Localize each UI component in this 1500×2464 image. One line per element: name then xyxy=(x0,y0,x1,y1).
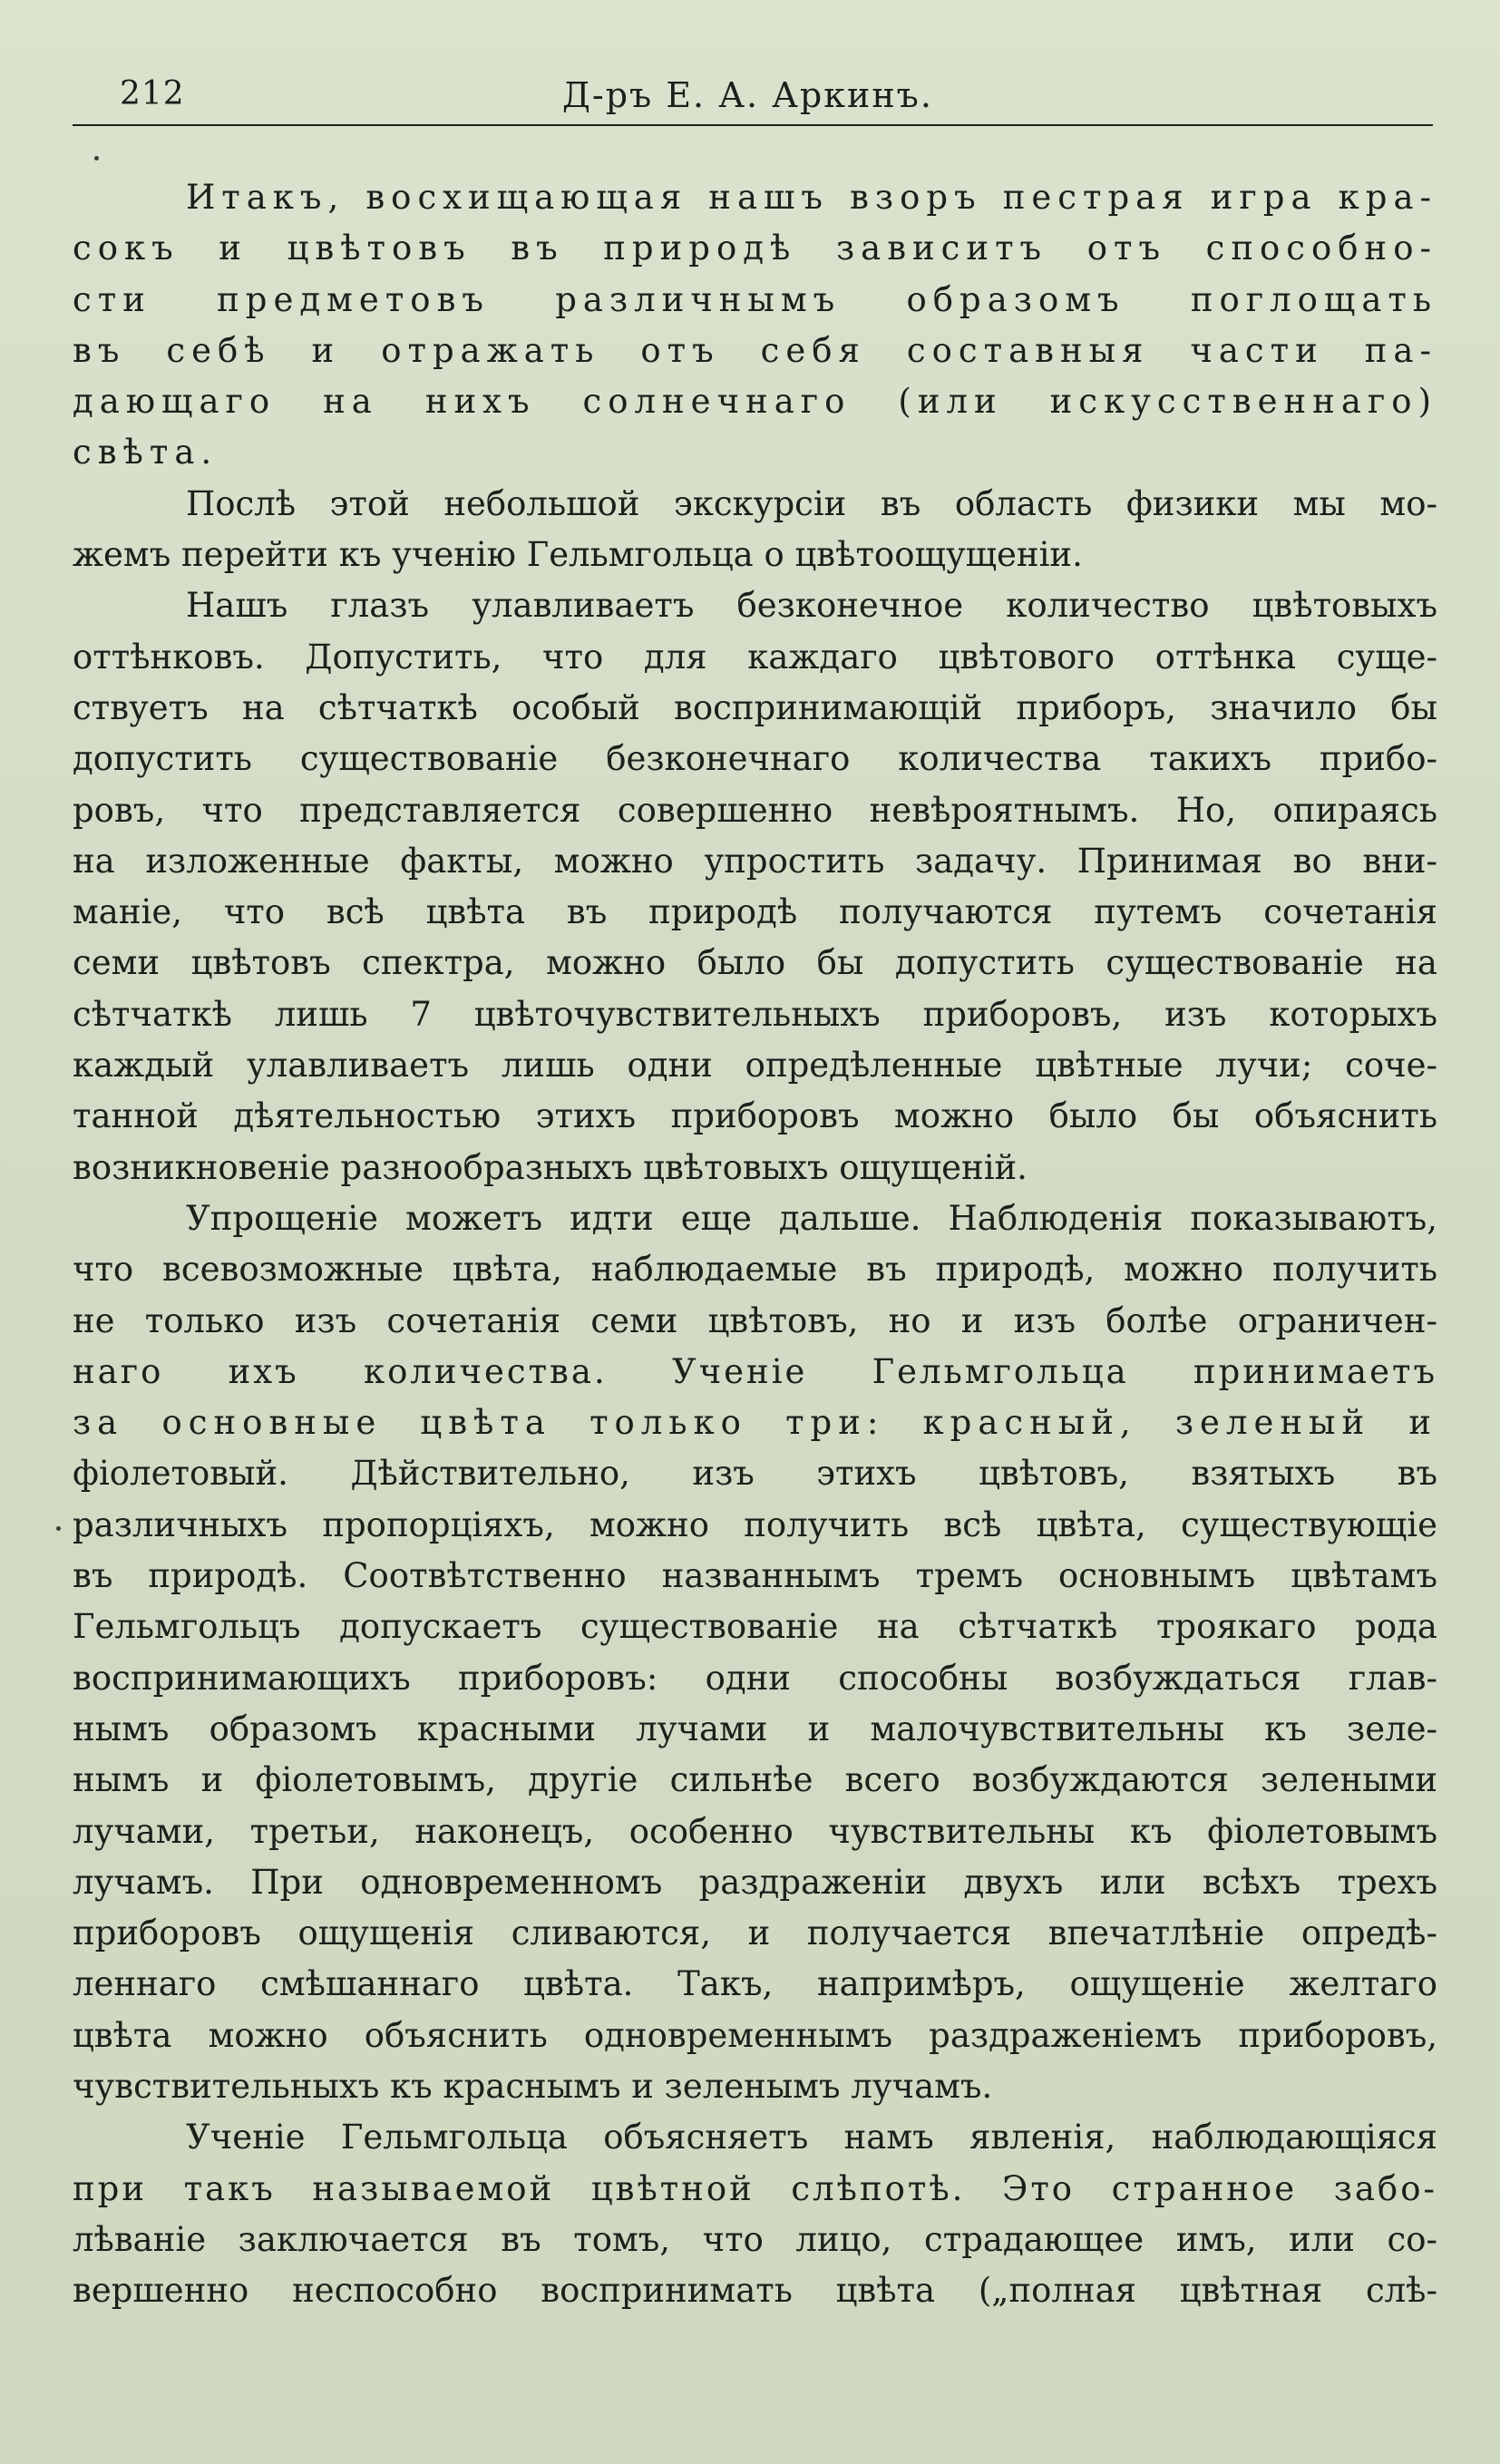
text-line: за основные цвѣта только три: красный, зеленый и xyxy=(73,1403,1437,1443)
text-line: Нашъ глазъ улавливаетъ безконечное количество цвѣтовыхъ xyxy=(186,586,1437,626)
text-line: вершенно неспособно воспринимать цвѣта („полная цвѣтная слѣ- xyxy=(73,2271,1437,2311)
text-line: различныхъ пропорціяхъ, можно получить всѣ цвѣта, существующіе xyxy=(73,1505,1437,1544)
text-line: воспринимающихъ приборовъ: одни способны возбуждаться глав- xyxy=(73,1658,1437,1698)
text-line: въ природѣ. Соотвѣтственно названнымъ тремъ основнымъ цвѣтамъ xyxy=(73,1556,1437,1596)
text-line: лучамъ. При одновременномъ раздраженіи двухъ или всѣхъ трехъ xyxy=(73,1862,1437,1902)
text-line: допустить существованіе безконечнаго количества такихъ прибо- xyxy=(73,739,1437,779)
running-head: Д-ръ Е. А. Аркинъ. xyxy=(562,75,933,115)
text-line: дающаго на нихъ солнечнаго (или искусственнаго) xyxy=(73,382,1437,422)
text-line: Гельмгольцъ допускаетъ существованіе на сѣтчаткѣ троякаго рода xyxy=(73,1607,1437,1647)
paragraph xyxy=(73,1193,1437,2112)
text-line: лучами, третьи, наконецъ, особенно чувствительны къ фіолетовымъ xyxy=(73,1811,1437,1851)
page-header xyxy=(73,68,1433,126)
text-line: нымъ образомъ красными лучами и малочувствительны къ зеле- xyxy=(73,1709,1437,1748)
print-speck xyxy=(94,156,99,161)
text-line: въ себѣ и отражать отъ себя составныя части па- xyxy=(73,330,1437,370)
text-line: цвѣта можно объяснить одновременнымъ раздраженіемъ приборовъ, xyxy=(73,2015,1437,2055)
text-line: свѣта. xyxy=(73,433,219,472)
text-line: ствуетъ на сѣтчаткѣ особый воспринимающій приборъ, значило бы xyxy=(73,687,1437,727)
text-line: на изложенные факты, можно упростить задачу. Принимая во вни- xyxy=(73,841,1437,881)
page-number: 212 xyxy=(120,75,185,112)
text-line: оттѣнковъ. Допустить, что для каждаго цвѣтового оттѣнка суще- xyxy=(73,637,1437,677)
paragraph xyxy=(73,479,1437,581)
text-line: семи цвѣтовъ спектра, можно было бы допустить существованіе на xyxy=(73,943,1437,983)
text-line: не только изъ сочетанія семи цвѣтовъ, но и изъ болѣе ограничен- xyxy=(73,1300,1437,1340)
paragraph xyxy=(73,580,1437,1193)
text-line: при такъ называемой цвѣтной слѣпотѣ. Это странное забо- xyxy=(73,2168,1437,2208)
text-line: нымъ и фіолетовымъ, другіе сильнѣе всего возбуждаются зелеными xyxy=(73,1760,1437,1800)
text-line: Ученіе Гельмгольца объясняетъ намъ явленія, наблюдающіяся xyxy=(186,2118,1437,2157)
text-line: возникновеніе разнообразныхъ цвѣтовыхъ ощущеній. xyxy=(73,1147,1028,1187)
text-line: сокъ и цвѣтовъ въ природѣ зависитъ отъ способно- xyxy=(73,229,1437,268)
print-speck xyxy=(56,1526,61,1531)
text-line: леннаго смѣшаннаго цвѣта. Такъ, напримѣръ, ощущеніе желтаго xyxy=(73,1964,1437,2004)
text-line: наго ихъ количества. Ученіе Гельмгольца принимаетъ xyxy=(73,1351,1437,1391)
body-text xyxy=(73,172,1437,2316)
text-line: маніе, что всѣ цвѣта въ природѣ получаются путемъ сочетанія xyxy=(73,892,1437,932)
text-line: каждый улавливаетъ лишь одни опредѣленные цвѣтные лучи; соче- xyxy=(73,1046,1437,1086)
text-line: сти предметовъ различнымъ образомъ поглощать xyxy=(73,279,1437,319)
text-line: жемъ перейти къ ученію Гельмгольца о цвѣтоощущеніи. xyxy=(73,535,1083,575)
paragraph xyxy=(73,2112,1437,2316)
text-line: ровъ, что представляется совершенно невѣроятнымъ. Но, опираясь xyxy=(73,790,1437,830)
text-line: сѣтчаткѣ лишь 7 цвѣточувствительныхъ приборовъ, изъ которыхъ xyxy=(73,994,1437,1034)
text-line: лѣваніе заключается въ томъ, что лицо, страдающее имъ, или со- xyxy=(73,2219,1437,2259)
paragraph xyxy=(73,172,1437,479)
text-line: что всевозможные цвѣта, наблюдаемые въ природѣ, можно получить xyxy=(73,1250,1437,1290)
text-line: Послѣ этой небольшой экскурсіи въ область физики мы мо- xyxy=(186,483,1437,523)
text-line: Итакъ, восхищающая нашъ взоръ пестрая игра кра- xyxy=(186,178,1437,217)
text-line: Упрощеніе можетъ идти еще дальше. Наблюденія показываютъ, xyxy=(186,1198,1437,1238)
text-line: чувствительныхъ къ краснымъ и зеленымъ лучамъ. xyxy=(73,2066,993,2106)
text-line: приборовъ ощущенія сливаются, и получается впечатлѣніе опредѣ- xyxy=(73,1914,1437,1953)
text-line: танной дѣятельностью этихъ приборовъ можно было бы объяснить xyxy=(73,1096,1437,1136)
text-line: фіолетовый. Дѣйствительно, изъ этихъ цвѣтовъ, взятыхъ въ xyxy=(73,1454,1437,1494)
